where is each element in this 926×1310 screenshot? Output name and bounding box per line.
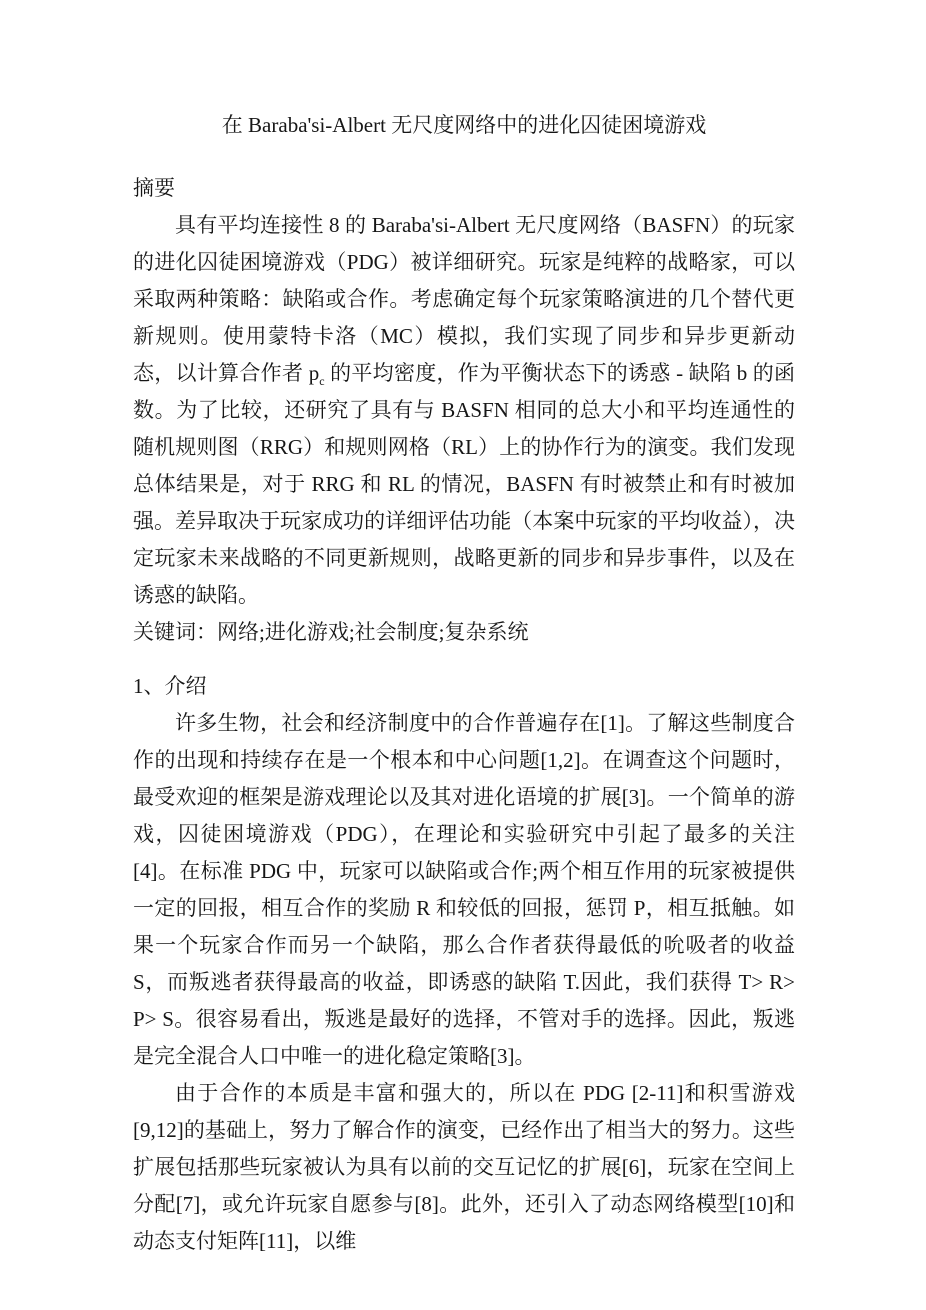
keywords-text: 网络;进化游戏;社会制度;复杂系统: [217, 620, 529, 644]
intro-paragraph-1: 许多生物，社会和经济制度中的合作普遍存在[1]。了解这些制度合作的出现和持续存在是一个根本和中心问题[1,2]。在调查这个问题时，最受欢迎的框架是游戏理论以及其对进化语境的扩展[3]。一个简单的游戏，囚徒困境游戏（PDG），在理论和实验研究中引起了最多的关注[4]。在标准 PDG 中，玩家可以缺陷或合作;两个相互作用的玩家被提供一定的回报，相互合作的奖励 R 和较低的回报，惩罚 P，相互抵触。如果一个玩家合作而另一个缺陷，那么合作者获得最低的吮吸者的收益 S，而叛逃者获得最高的收益，即诱惑的缺陷 T.因此，我们获得 T> R> P> S。很容易看出，叛逃是最好的选择，不管对手的选择。因此，叛逃是完全混合人口中唯一的进化稳定策略[3]。: [133, 711, 795, 1068]
keywords-line: [133, 614, 795, 651]
abstract-heading: 摘要: [133, 176, 175, 200]
section-heading-introduction: 1、介绍: [133, 674, 207, 698]
keywords-label: 关键词：: [133, 620, 217, 644]
paper-title: 在 Baraba'si-Albert 无尺度网络中的进化囚徒困境游戏: [221, 113, 707, 137]
abstract-paragraph: 具有平均连接性 8 的 Baraba'si-Albert 无尺度网络（BASFN）的玩家的进化囚徒困境游戏（PDG）被详细研究。玩家是纯粹的战略家，可以采取两种策略：缺陷或合作。考虑确定每个玩家策略演进的几个替代更新规则。使用蒙特卡洛（MC）模拟，我们实现了同步和异步更新动态，以计算合作者 $p_c$ 的平均密度，作为平衡状态下的诱惑 - 缺陷 b 的函数。为了比较，还研究了具有与 BASFN 相同的总大小和平均连通性的随机规则图（RRG）和规则网格（RL）上的协作行为的演变。我们发现总体结果是，对于 RRG 和 RL 的情况，BASFN 有时被禁止和有时被加强。差异取决于玩家成功的详细评估功能（本案中玩家的平均收益），决定玩家未来战略的不同更新规则，战略更新的同步和异步事件，以及在诱惑的缺陷。: [133, 213, 796, 607]
intro-paragraph-2: 由于合作的本质是丰富和强大的，所以在 PDG [2-11]和积雪游戏[9,12]的基础上，努力了解合作的演变，已经作出了相当大的努力。这些扩展包括那些玩家被认为具有以前的交互记忆的扩展[6]，玩家在空间上分配[7]，或允许玩家自愿参与[8]。此外，还引入了动态网络模型[10]和动态支付矩阵[11]，以维: [133, 1081, 795, 1253]
